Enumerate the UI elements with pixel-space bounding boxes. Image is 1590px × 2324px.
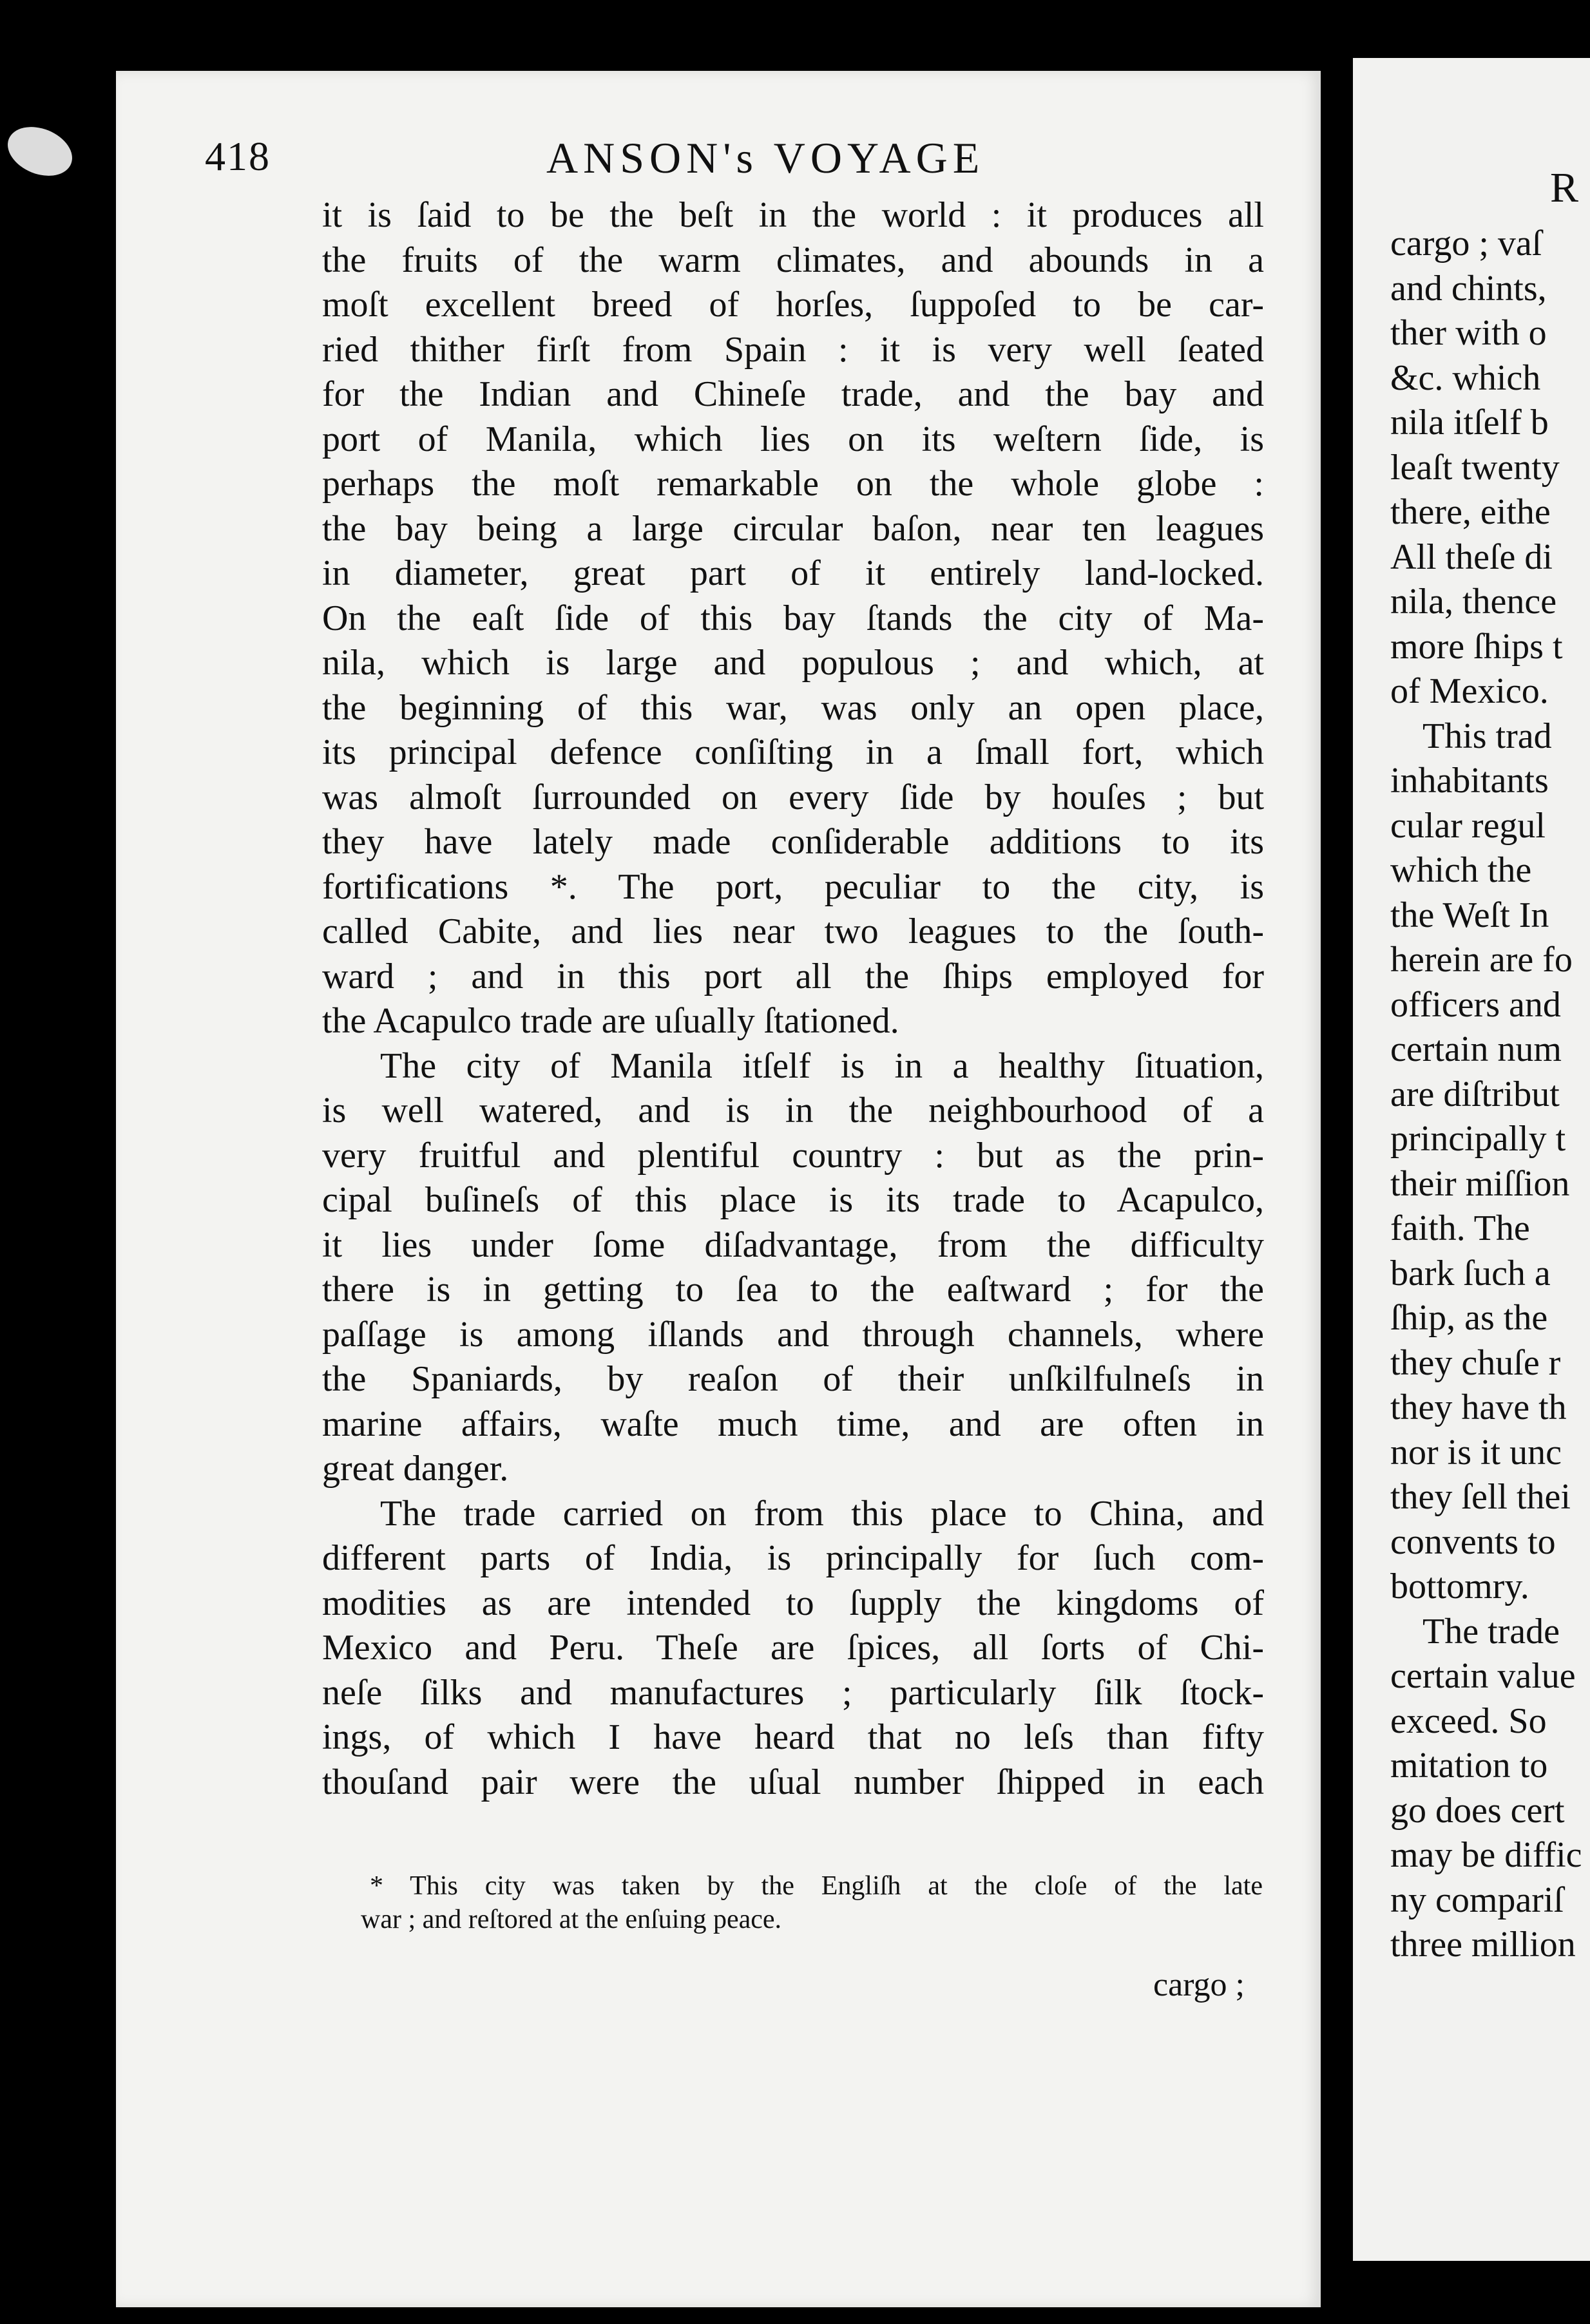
footnote-line: war ; and reſtored at the enſuing peace. [361, 1905, 782, 1934]
text-line: neſe ſilks and manufactures ; particularly ſilk ſtock- [322, 1672, 1264, 1713]
text-line: its principal defence conſiſting in a ſmall fort, which [322, 732, 1264, 772]
right-page-line: certain num [1390, 1029, 1562, 1069]
running-head [205, 133, 1268, 191]
paragraph [322, 1492, 1264, 1805]
text-line: it lies under ſome diſadvantage, from the difficulty [322, 1224, 1264, 1265]
text-line: is well watered, and is in the neighbourhood of a [322, 1091, 1264, 1130]
text-line: ried thither firſt from Spain : it is very well ſeated [322, 329, 1264, 370]
right-page-line: bottomry. [1390, 1567, 1529, 1606]
text-line: cipal buſineſs of this place is its trade to Acapulco, [322, 1180, 1264, 1220]
right-page-line: faith. The [1390, 1208, 1530, 1248]
right-page-line: they ſell thei [1390, 1477, 1571, 1517]
right-page-line: nila, thence [1390, 582, 1557, 622]
footnote [361, 1869, 1263, 1936]
text-line: The trade carried on from this place to China, and [380, 1493, 1264, 1534]
right-page-line: leaſt twenty [1390, 447, 1560, 488]
text-line: On the eaſt ſide of this bay ſtands the city of Ma- [322, 598, 1264, 638]
right-page-line: inhabitants [1390, 761, 1549, 801]
right-page-line: and chints, [1390, 268, 1547, 309]
text-line: paſſage is among iſlands and through channels, where [322, 1314, 1264, 1355]
right-page-line: the Weſt In [1390, 895, 1549, 935]
text-line: called Cabite, and lies near two leagues to the ſouth- [322, 911, 1264, 951]
page-number: 418 [205, 133, 271, 179]
footnote-line: * This city was taken by the Engliſh at the cloſe of the late [370, 1871, 1263, 1901]
text-line: thouſand pair were the uſual number ſhipped in each [322, 1762, 1264, 1802]
text-line: ings, of which I have heard that no leſs than fifty [322, 1717, 1264, 1757]
right-page-line: go does cert [1390, 1790, 1565, 1831]
right-page-line: nor is it unc [1390, 1432, 1562, 1472]
catchword: cargo ; [1153, 1967, 1245, 2003]
right-page-line: of Mexico. [1390, 671, 1549, 711]
text-line: it is ſaid to be the beſt in the world : it produces all [322, 195, 1264, 235]
right-page-line: they chuſe r [1390, 1342, 1561, 1383]
text-line: fortifications *. The port, peculiar to the city, is [322, 866, 1264, 907]
right-page-line: may be diffic [1390, 1835, 1582, 1875]
text-line: marine affairs, waſte much time, and are often in [322, 1404, 1264, 1444]
right-page-line: This trad [1422, 716, 1552, 756]
text-line: they have lately made conſiderable additions to its [322, 822, 1264, 862]
right-page-line: ſhip, as the [1390, 1298, 1548, 1338]
right-page-line: cular regul [1390, 805, 1546, 846]
right-page-line: herein are fo [1390, 940, 1573, 980]
text-line: was almoſt ſurrounded on every ſide by houſes ; but [322, 777, 1264, 817]
text-line: modities as are intended to ſupply the kingdoms of [322, 1583, 1264, 1623]
right-page-line: All theſe di [1390, 537, 1553, 577]
right-page-line: cargo ; vaſ [1390, 224, 1542, 263]
text-line: moſt excellent breed of horſes, ſuppoſed to be car- [322, 285, 1264, 325]
right-page-line: &c. which [1390, 357, 1541, 398]
right-page-line: three million [1390, 1925, 1576, 1965]
right-page-line: more ſhips t [1390, 626, 1563, 667]
right-page-line: nila itſelf b [1390, 403, 1549, 443]
text-line: nila, which is large and populous ; and which, at [322, 643, 1264, 683]
right-running-head: R [1550, 164, 1583, 211]
scan-artifact [1, 118, 80, 185]
right-page-text [1390, 222, 1582, 1968]
text-line: The city of Manila itſelf is in a healthy ſituation, [380, 1045, 1264, 1086]
right-page-line: certain value [1390, 1656, 1576, 1696]
text-line: the fruits of the warm climates, and abounds in a [322, 240, 1264, 280]
right-page-line: ny compariſ [1390, 1880, 1564, 1920]
text-line: in diameter, great part of it entirely land-locked. [322, 553, 1264, 593]
right-page-line: convents to [1390, 1521, 1556, 1562]
right-page-line: their miſſion [1390, 1163, 1570, 1204]
text-line: very fruitful and plentiful country : but as the prin- [322, 1135, 1264, 1176]
text-line: great danger. [322, 1449, 509, 1489]
right-page-line: exceed. So [1390, 1700, 1547, 1741]
right-page-line: officers and [1390, 984, 1561, 1025]
body-text [322, 193, 1264, 1805]
text-line: ward ; and in this port all the ſhips employed for [322, 956, 1264, 996]
right-page-line: they have th [1390, 1387, 1567, 1427]
paragraph [322, 193, 1264, 1044]
text-line: the bay being a large circular baſon, near ten leagues [322, 508, 1264, 549]
right-page-line: mitation to [1390, 1746, 1548, 1786]
text-line: for the Indian and Chineſe trade, and the bay and [322, 374, 1264, 414]
right-page-line: which the [1390, 850, 1532, 890]
right-page-line: bark ſuch a [1390, 1253, 1551, 1293]
text-line: the beginning of this war, was only an open place, [322, 687, 1264, 728]
running-title: ANSON's VOYAGE [546, 133, 985, 182]
text-line: the Spaniards, by reaſon of their unſkilfulneſs in [322, 1359, 1264, 1399]
right-page-line: principally t [1390, 1119, 1566, 1159]
paragraph [322, 1044, 1264, 1492]
right-page-line: The trade [1422, 1611, 1560, 1652]
text-line: perhaps the moſt remarkable on the whole globe : [322, 464, 1264, 504]
right-page-line: are diſtribut [1390, 1074, 1560, 1114]
text-line: Mexico and Peru. Theſe are ſpices, all ſorts of Chi- [322, 1628, 1264, 1668]
right-page-line: ther with o [1390, 313, 1547, 353]
text-line: different parts of India, is principally for ſuch com- [322, 1538, 1264, 1578]
right-page [1353, 58, 1590, 2261]
text-line: there is in getting to ſea to the eaſtward ; for the [322, 1270, 1264, 1310]
right-page-line: there, eithe [1390, 492, 1551, 532]
text-line: port of Manila, which lies on its weſtern ſide, is [322, 419, 1264, 459]
text-line: the Acapulco trade are uſually ſtationed. [322, 1001, 899, 1041]
